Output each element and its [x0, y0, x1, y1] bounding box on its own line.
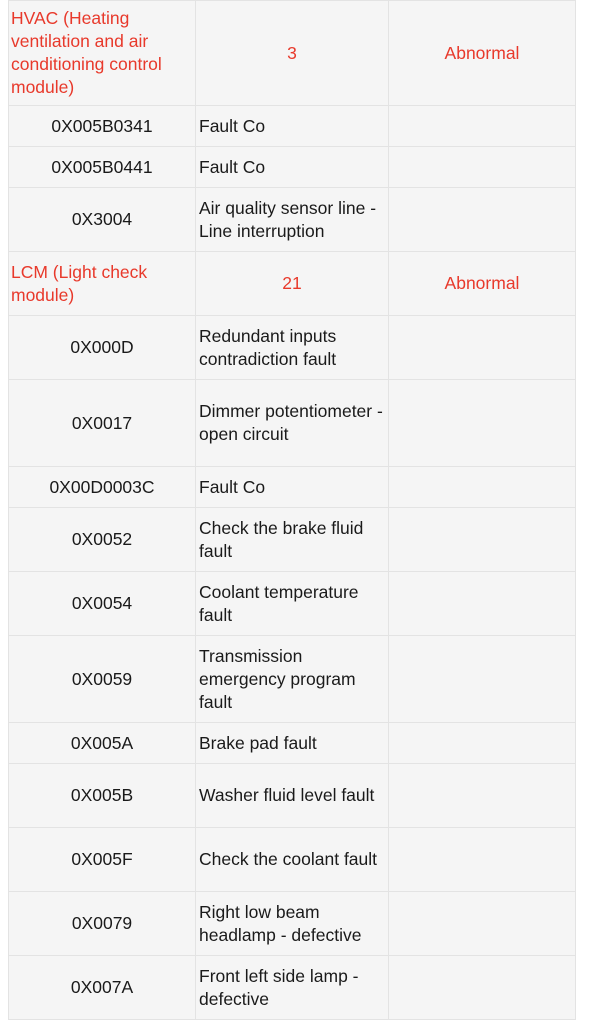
fault-status-cell — [389, 147, 576, 188]
module-fault-count: 21 — [196, 252, 389, 316]
fault-code: 0X007A — [9, 956, 196, 1020]
fault-description: Coolant temperature fault — [196, 572, 389, 636]
fault-status-cell — [389, 508, 576, 572]
fault-code: 0X3004 — [9, 188, 196, 252]
fault-report-table-container — [8, 0, 575, 1020]
fault-description: Redundant inputs contradiction fault — [196, 316, 389, 380]
fault-status-cell — [389, 467, 576, 508]
fault-code: 0X005B0441 — [9, 147, 196, 188]
fault-description: Fault Co — [196, 106, 389, 147]
fault-row[interactable] — [9, 892, 576, 956]
fault-status-cell — [389, 956, 576, 1020]
fault-row[interactable] — [9, 508, 576, 572]
fault-description: Dimmer potentiometer - open circuit — [196, 380, 389, 467]
fault-row[interactable] — [9, 106, 576, 147]
fault-description: Fault Co — [196, 467, 389, 508]
fault-description: Air quality sensor line - Line interruption — [196, 188, 389, 252]
module-fault-count: 3 — [196, 1, 389, 106]
fault-status-cell — [389, 723, 576, 764]
fault-description: Transmission emergency program fault — [196, 636, 389, 723]
fault-code: 0X0054 — [9, 572, 196, 636]
fault-status-cell — [389, 106, 576, 147]
fault-status-cell — [389, 188, 576, 252]
fault-code: 0X0017 — [9, 380, 196, 467]
fault-row[interactable] — [9, 764, 576, 828]
fault-code: 0X005A — [9, 723, 196, 764]
fault-description: Check the brake fluid fault — [196, 508, 389, 572]
fault-row[interactable] — [9, 467, 576, 508]
fault-code: 0X00D0003C — [9, 467, 196, 508]
fault-row[interactable] — [9, 572, 576, 636]
fault-description: Fault Co — [196, 147, 389, 188]
fault-code: 0X005B — [9, 764, 196, 828]
fault-code: 0X005F — [9, 828, 196, 892]
fault-row[interactable] — [9, 956, 576, 1020]
fault-status-cell — [389, 764, 576, 828]
fault-row[interactable] — [9, 636, 576, 723]
module-status: Abnormal — [389, 252, 576, 316]
module-name: HVAC (Heating ventilation and air conditioning control module) — [9, 1, 196, 106]
module-name: LCM (Light check module) — [9, 252, 196, 316]
fault-row[interactable] — [9, 380, 576, 467]
fault-description: Brake pad fault — [196, 723, 389, 764]
fault-code: 0X005B0341 — [9, 106, 196, 147]
fault-row[interactable] — [9, 828, 576, 892]
fault-row[interactable] — [9, 723, 576, 764]
fault-status-cell — [389, 316, 576, 380]
fault-code: 0X0079 — [9, 892, 196, 956]
fault-description: Right low beam headlamp - defective — [196, 892, 389, 956]
fault-row[interactable] — [9, 188, 576, 252]
fault-row[interactable] — [9, 147, 576, 188]
module-row-hvac[interactable] — [9, 1, 576, 106]
fault-row[interactable] — [9, 316, 576, 380]
fault-status-cell — [389, 828, 576, 892]
module-status: Abnormal — [389, 1, 576, 106]
fault-code: 0X000D — [9, 316, 196, 380]
fault-report-table — [8, 0, 576, 1020]
fault-code: 0X0059 — [9, 636, 196, 723]
fault-status-cell — [389, 572, 576, 636]
fault-description: Check the coolant fault — [196, 828, 389, 892]
fault-status-cell — [389, 380, 576, 467]
fault-status-cell — [389, 636, 576, 723]
fault-status-cell — [389, 892, 576, 956]
module-row-lcm[interactable] — [9, 252, 576, 316]
fault-description: Front left side lamp - defective — [196, 956, 389, 1020]
fault-description: Washer fluid level fault — [196, 764, 389, 828]
fault-code: 0X0052 — [9, 508, 196, 572]
